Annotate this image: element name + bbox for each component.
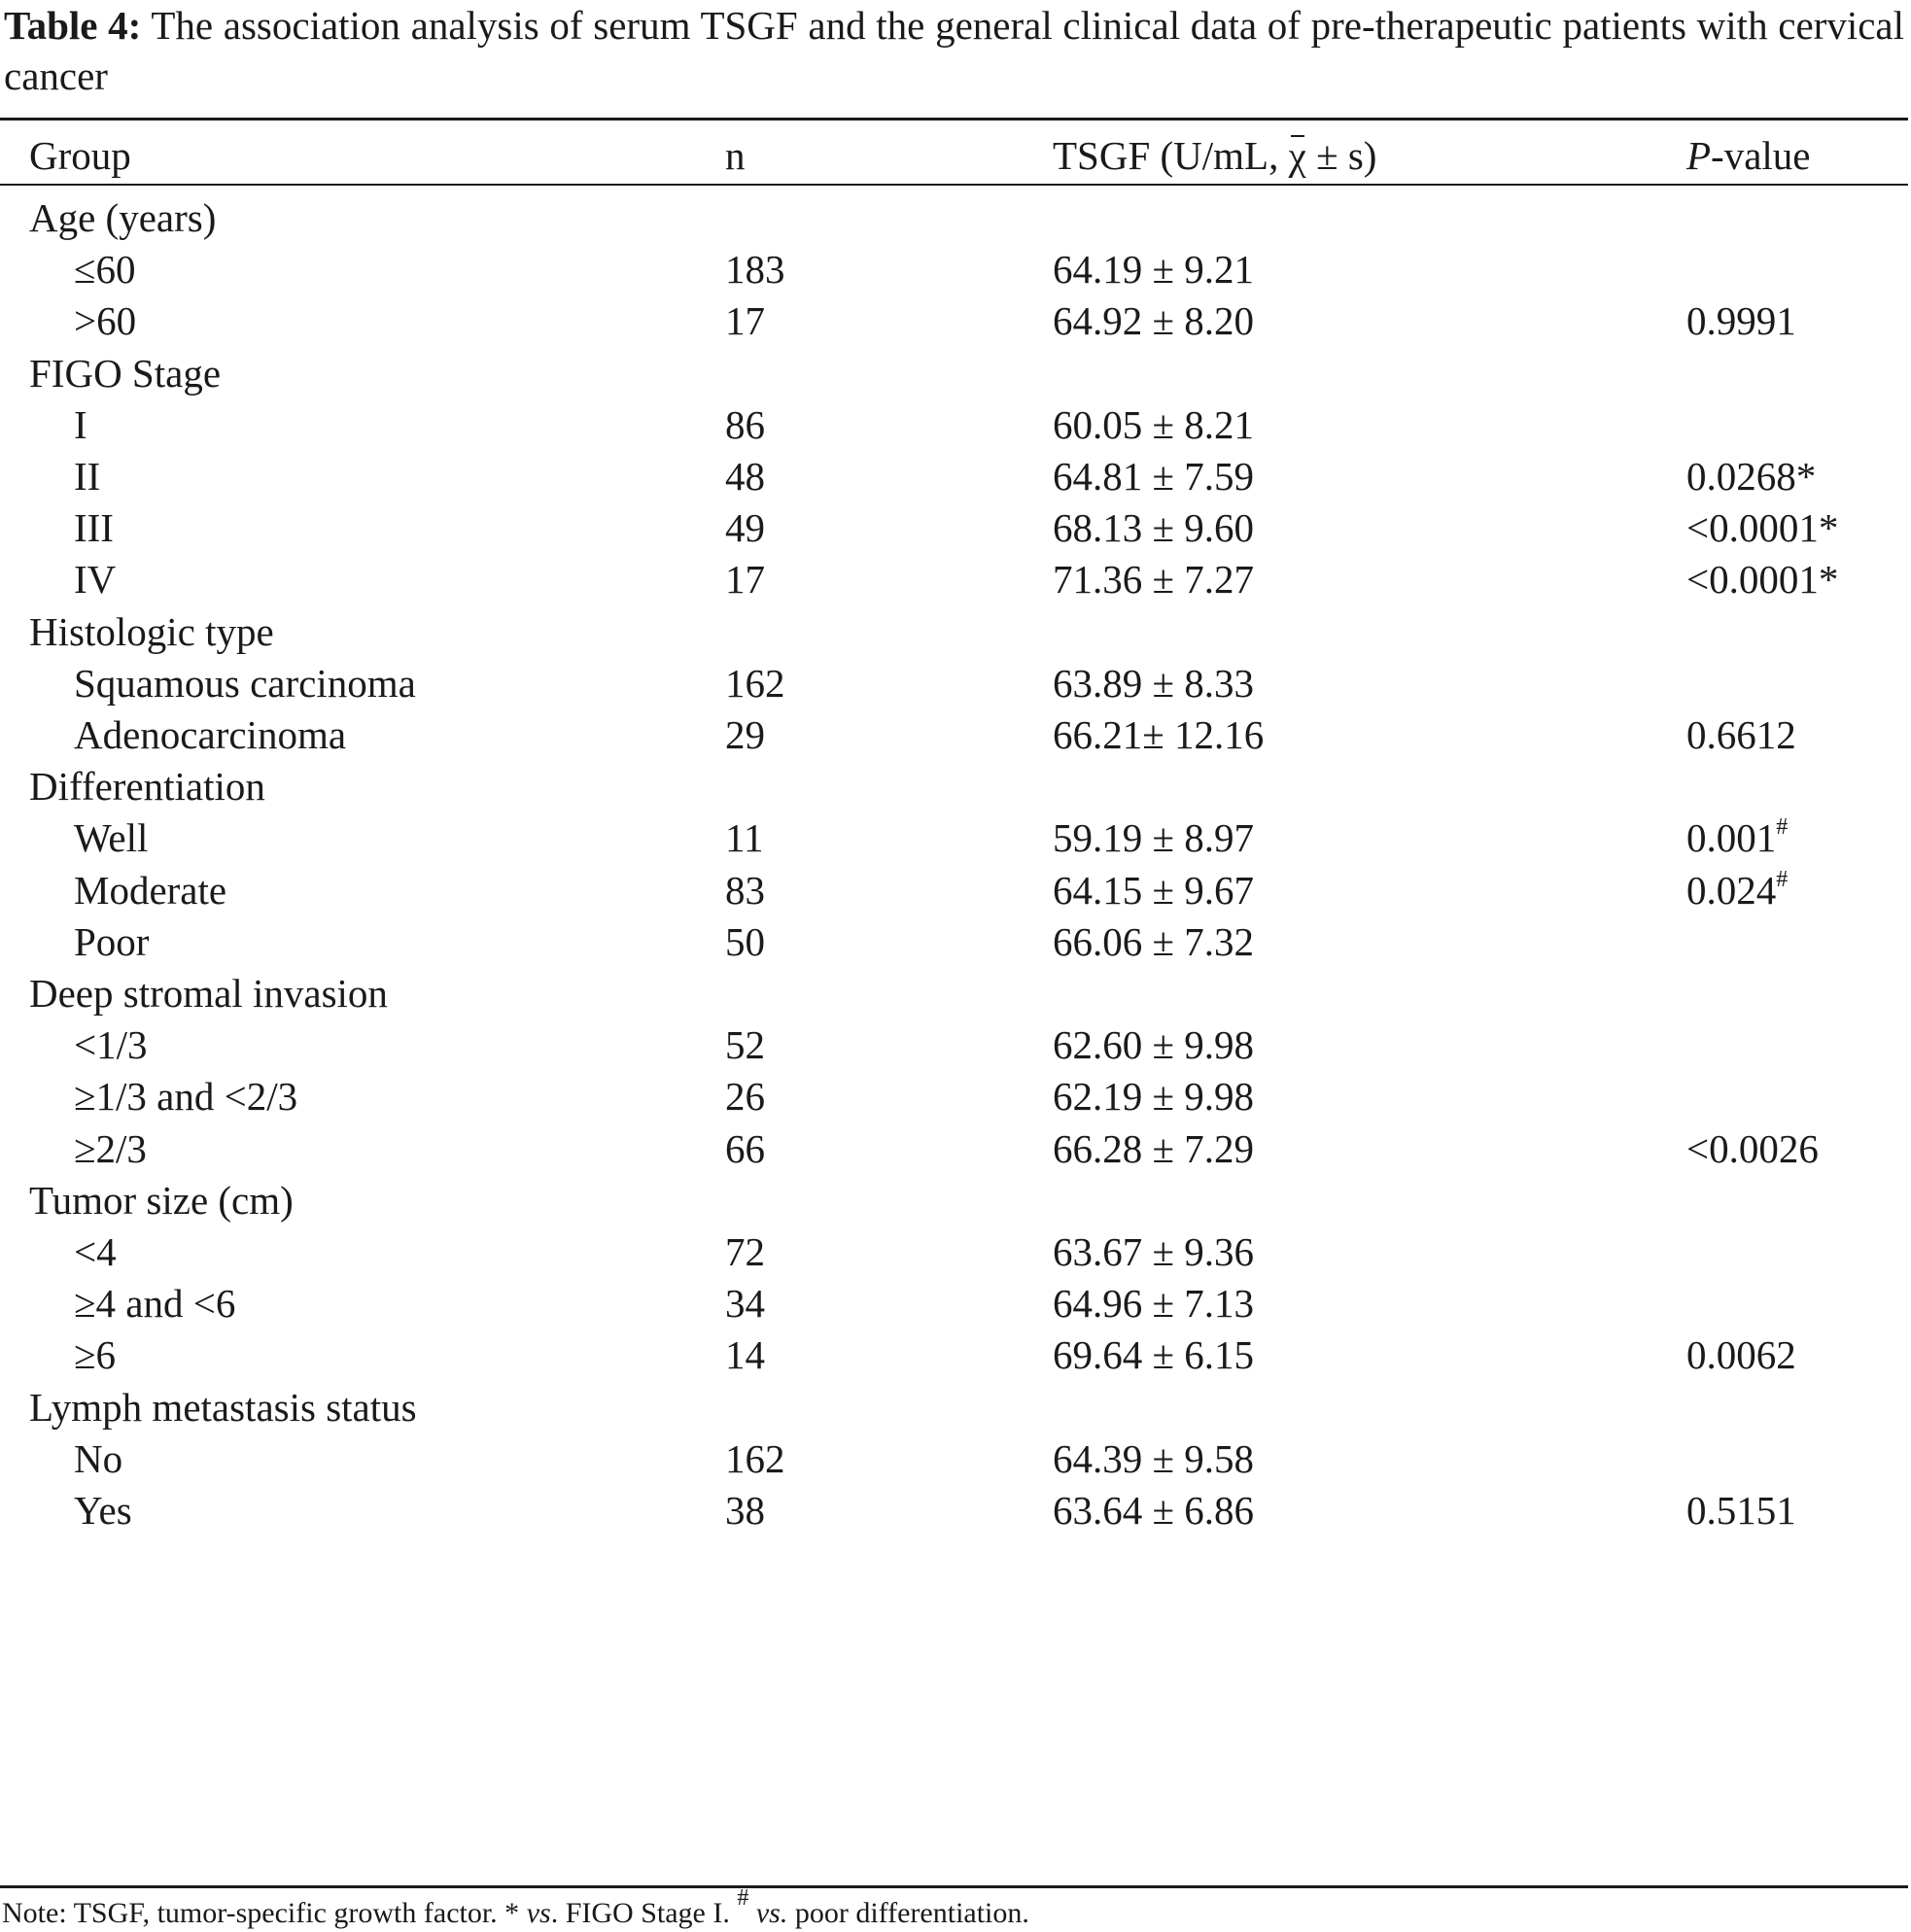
cell-group: Well [74,815,149,861]
note-part1: Note: TSGF, tumor-specific growth factor. * [2,1897,527,1929]
cell-tsgf: 63.67 ± 9.36 [1053,1229,1255,1274]
cell-group: Poor [74,918,150,964]
cell-group: Moderate [74,867,227,913]
cell-tsgf: 59.19 ± 8.97 [1053,815,1255,861]
cell-p-value [1686,1478,1796,1543]
cell-group: FIGO Stage [29,350,222,396]
table-caption [4,0,1904,101]
cell-n: 14 [725,1332,765,1378]
cell-n: 72 [725,1229,765,1274]
cell-group: Tumor size (cm) [29,1177,294,1223]
cell-group: IV [74,557,117,603]
cell-group: I [74,401,87,447]
caption-text: The association analysis of serum TSGF and the general clinical data of pre-therapeutic patients with cervical cancer [4,3,1904,98]
cell-tsgf: 64.92 ± 8.20 [1053,298,1255,344]
header-p-value [1686,126,1811,185]
cell-tsgf: 63.64 ± 6.86 [1053,1488,1255,1533]
cell-n: 66 [725,1125,765,1171]
cell-n: 29 [725,712,765,757]
cell-n: 183 [725,247,785,293]
table-header [0,126,1908,185]
cell-n: 34 [725,1281,765,1327]
cell-p-text: 0.0268* [1686,454,1817,499]
cell-tsgf: 63.89 ± 8.33 [1053,660,1255,706]
cell-group: II [74,454,101,499]
cell-group: ≥6 [74,1332,117,1378]
note-part2: . FIGO Stage I. [550,1897,738,1929]
header-p-suffix: -value [1711,133,1811,178]
cell-tsgf: 64.96 ± 7.13 [1053,1281,1255,1327]
header-tsgf-suffix: ± s) [1305,133,1377,178]
cell-group: Squamous carcinoma [74,660,416,706]
cell-tsgf: 60.05 ± 8.21 [1053,401,1255,447]
cell-n: 83 [725,867,765,913]
cell-tsgf: 64.39 ± 9.58 [1053,1435,1255,1481]
cell-n: 48 [725,454,765,499]
cell-group: ≥2/3 [74,1125,147,1171]
cell-tsgf: 68.13 ± 9.60 [1053,505,1255,551]
header-tsgf-prefix: TSGF (U/mL, [1053,133,1289,178]
cell-n: 162 [725,660,785,706]
cell-tsgf: 62.19 ± 9.98 [1053,1074,1255,1120]
cell-group: Deep stromal invasion [29,971,388,1016]
header-group: Group [29,133,131,178]
cell-p-text: <0.0026 [1686,1125,1819,1171]
cell-p-text: 0.5151 [1686,1488,1796,1533]
cell-group: Adenocarcinoma [74,712,347,757]
cell-group: ≥1/3 and <2/3 [74,1074,298,1120]
top-rule [0,118,1908,121]
cell-p-sup: # [1776,866,1789,892]
table-row [0,1478,1908,1543]
cell-n: 38 [725,1488,765,1533]
cell-p-text: 0.024 [1686,867,1777,913]
note-sup: # [737,1885,749,1911]
note-vs1: vs [526,1897,551,1929]
cell-p-text: <0.0001* [1686,557,1839,603]
cell-tsgf: 64.15 ± 9.67 [1053,867,1255,913]
cell-group: >60 [74,298,137,344]
cell-tsgf: 64.19 ± 9.21 [1053,247,1255,293]
cell-p-text: 0.9991 [1686,298,1796,344]
cell-group: III [74,505,114,551]
header-tsgf [1053,126,1376,185]
cell-n: 17 [725,298,765,344]
cell-group: Lymph metastasis status [29,1384,417,1430]
cell-tsgf: 69.64 ± 6.15 [1053,1332,1255,1378]
cell-tsgf: 66.21± 12.16 [1053,712,1265,757]
header-tsgf-mean-symbol: χ [1289,126,1306,185]
cell-p-sup: # [1776,814,1789,841]
cell-group: Age (years) [29,195,217,240]
cell-group: <4 [74,1229,117,1274]
cell-tsgf: 62.60 ± 9.98 [1053,1022,1255,1068]
header-p-italic: P [1686,133,1712,178]
note-part4: poor differentiation. [787,1897,1029,1929]
cell-tsgf: 71.36 ± 7.27 [1053,557,1255,603]
cell-group: Differentiation [29,764,265,810]
cell-tsgf: 66.06 ± 7.32 [1053,918,1255,964]
header-n: n [725,133,746,178]
note-part3 [748,1897,756,1929]
cell-n: 11 [725,815,764,861]
cell-tsgf: 66.28 ± 7.29 [1053,1125,1255,1171]
cell-p-text: 0.001 [1686,815,1777,861]
note-vs2: vs. [755,1897,788,1929]
cell-n: 49 [725,505,765,551]
cell-n: 52 [725,1022,765,1068]
cell-group: ≥4 and <6 [74,1281,236,1327]
cell-n: 50 [725,918,765,964]
table-note [2,1885,1907,1932]
cell-n: 86 [725,401,765,447]
cell-group: ≤60 [74,247,136,293]
cell-group: No [74,1435,123,1481]
cell-group: Histologic type [29,608,274,654]
cell-n: 26 [725,1074,765,1120]
cell-tsgf: 64.81 ± 7.59 [1053,454,1255,499]
cell-n: 162 [725,1435,785,1481]
cell-group: Yes [74,1488,132,1533]
cell-p-text: 0.6612 [1686,712,1796,757]
cell-n: 17 [725,557,765,603]
cell-p-text: <0.0001* [1686,505,1839,551]
cell-group: <1/3 [74,1022,148,1068]
caption-label: Table 4: [4,3,142,48]
cell-p-text: 0.0062 [1686,1332,1796,1378]
bottom-rule [0,1885,1908,1888]
